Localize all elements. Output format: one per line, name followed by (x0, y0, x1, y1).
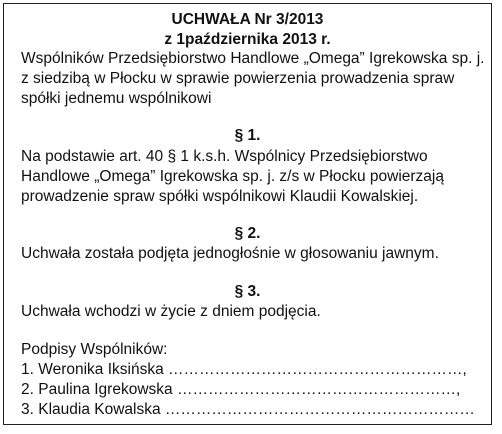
section-1-line-2: Handlowe „Omega” Igrekowska sp. j. z/s w Płocku powierzają (21, 168, 444, 185)
document-title: UCHWAŁA Nr 3/2013 (171, 11, 324, 28)
section-1-heading: § 1. (234, 127, 261, 144)
section-3-heading: § 3. (234, 283, 261, 300)
section-1-line-1: Na podstawie art. 40 § 1 k.s.h. Wspólnicy Przedsiębiorstwo (21, 148, 428, 165)
section-2-line-1: Uchwała została podjęta jednogłośnie w głosowaniu jawnym. (21, 245, 439, 262)
intro-line-2: z siedzibą w Płocku w sprawie powierzenia prowadzenia spraw (21, 70, 455, 87)
signature-line-1: 1. Weronika Iksińska …………………………………………………, (21, 361, 467, 378)
section-2-heading: § 2. (234, 225, 261, 242)
document-date: z 1października 2013 r. (164, 31, 331, 48)
intro-line-1: Wspólników Przedsiębiorstwo Handlowe „Omega” Igrekowska sp. j. (21, 50, 485, 67)
intro-line-3: spółki jednemu wspólnikowi (21, 90, 212, 107)
section-1-line-3: prowadzenie spraw spółki wspólnikowi Klaudii Kowalskiej. (21, 188, 419, 205)
section-3-line-1: Uchwała wchodzi w życie z dniem podjęcia. (21, 303, 321, 320)
signature-line-3: 3. Klaudia Kowalska …………………………………………………… (21, 401, 475, 418)
resolution-document (3, 3, 492, 425)
signature-line-2: 2. Paulina Igrekowska ………………………………………………, (21, 381, 461, 398)
signatures-label: Podpisy Wspólników: (21, 341, 168, 358)
